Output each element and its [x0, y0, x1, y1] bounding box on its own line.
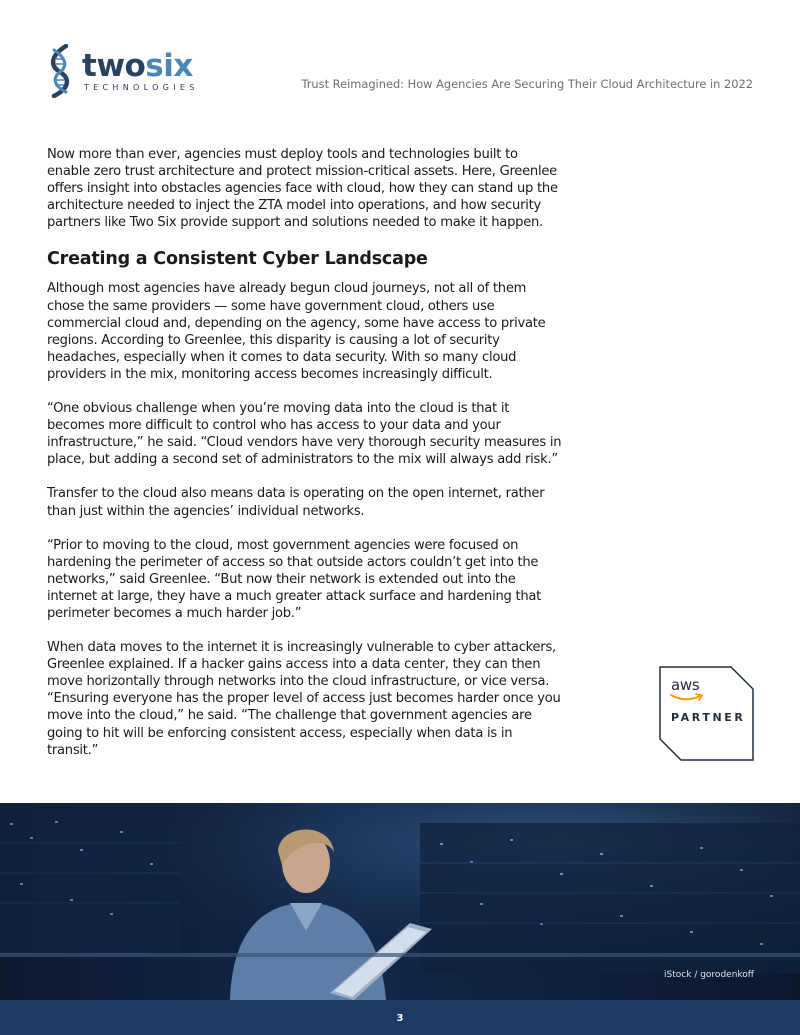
intro-paragraph: Now more than ever, agencies must deploy tools and technologies built to enable zero trust architecture and protect mission-critical assets. Here, Greenlee offers insight into obstacles agencies face with cloud, how they can stand up the architecture needed to inject the ZTA model into operations, and how security partners like Two Six provide support and solutions needed to make it happen.	[47, 147, 558, 231]
logo-wordmark	[82, 48, 193, 84]
article-body	[47, 146, 562, 776]
section-heading: Creating a Consistent Cyber Landscape	[47, 249, 428, 270]
photo-credit: iStock / gorodenkoff	[664, 970, 754, 980]
page-number: 3	[396, 1013, 404, 1024]
aws-logo-text: aws	[671, 676, 700, 694]
document-title: Trust Reimagined: How Agencies Are Securing Their Cloud Architecture in 2022	[301, 77, 753, 91]
logo-subtitle: TECHNOLOGIES	[84, 83, 199, 92]
logo-word-six: six	[145, 48, 193, 84]
logo-word-two: two	[82, 48, 146, 84]
aws-partner-label: PARTNER	[671, 711, 746, 724]
twosix-logo	[46, 44, 206, 100]
body-paragraph: “One obvious challenge when you’re moving data into the cloud is that it becomes more difficult to control who has access to your data and your infrastructure,” he said. “Cloud vendors have very thorough security measures in place, but adding a second set of administrators to the mix will always add risk.”	[47, 401, 562, 468]
body-paragraph: Although most agencies have already begun cloud journeys, not all of them chose the same providers — some have government cloud, others use commercial cloud and, depending on the agency, some have access to private regions. According to Greenlee, this disparity is causing a lot of security headaches, especially when it comes to data security. With so many cloud providers in the mix, monitoring access becomes increasingly difficult.	[47, 281, 546, 382]
body-paragraph: “Prior to moving to the cloud, most government agencies were focused on hardening the perimeter of access so that outside actors couldn’t get into the networks,” said Greenlee. “But now their network is extended out into the internet at large, they have a much greater attack surface and hardening that perimeter becomes a much harder job.”	[47, 537, 542, 621]
body-paragraph: Transfer to the cloud also means data is operating on the open internet, rather than just within the agencies’ individual networks.	[47, 486, 545, 519]
page-footer	[0, 1000, 800, 1035]
aws-smile-icon	[670, 693, 706, 703]
dna-helix-icon	[46, 44, 74, 98]
body-paragraph: When data moves to the internet it is increasingly vulnerable to cyber attackers, Greenlee explained. If a hacker gains access into a data center, they can then move horizontally through networks into the cloud infrastructure, or vice versa. “Ensuring everyone has the proper level of access just becomes harder once you move into the cloud,” he said. “The challenge that government agencies are going to hit will be enforcing consistent access, especially when data is in transit.”	[47, 640, 561, 758]
